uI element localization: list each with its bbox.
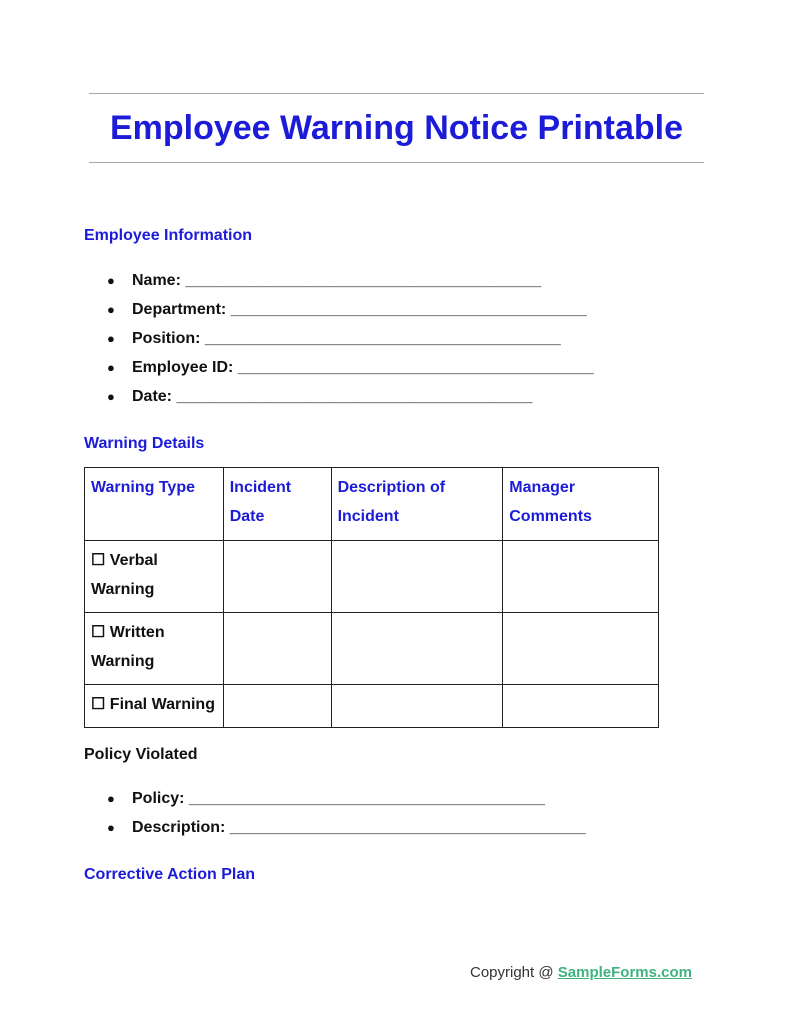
corrective-action-plan-heading: Corrective Action Plan <box>84 866 256 883</box>
warning-type-cell[interactable]: ☐ Written Warning <box>85 613 224 685</box>
fill-in-line[interactable]: ________________________________________ <box>237 359 594 376</box>
bullet-icon: ● <box>107 273 115 288</box>
incident-date-cell[interactable] <box>223 685 331 728</box>
fill-in-line[interactable]: ________________________________________ <box>185 272 542 289</box>
table-row <box>85 613 659 685</box>
field-label: Policy: <box>132 790 185 807</box>
employee-information-heading: Employee Information <box>84 227 253 244</box>
employee-id-field <box>84 358 594 387</box>
department-field <box>84 300 594 329</box>
warning-details-table <box>84 467 659 728</box>
warning-details-heading: Warning Details <box>84 435 205 452</box>
bullet-icon: ● <box>107 331 115 346</box>
policy-violated-heading: Policy Violated <box>84 746 198 763</box>
copyright-footer <box>470 963 692 983</box>
table-row <box>85 685 659 728</box>
field-label: Name: <box>132 272 181 289</box>
copyright-text: Copyright @ <box>470 964 558 981</box>
date-field <box>84 387 594 416</box>
fill-in-line[interactable]: ________________________________________ <box>188 790 545 807</box>
column-header-manager-comments: Manager Comments <box>503 468 659 541</box>
bullet-icon: ● <box>107 791 115 806</box>
bullet-icon: ● <box>107 820 115 835</box>
manager-comments-cell[interactable] <box>503 541 659 613</box>
name-field <box>84 271 594 300</box>
fill-in-line[interactable]: ________________________________________ <box>204 330 561 347</box>
bullet-icon: ● <box>107 302 115 317</box>
field-label: Employee ID: <box>132 359 234 376</box>
incident-date-cell[interactable] <box>223 541 331 613</box>
warning-type-cell[interactable]: ☐ Final Warning <box>85 685 224 728</box>
field-label: Department: <box>132 301 227 318</box>
field-label: Position: <box>132 330 201 347</box>
manager-comments-cell[interactable] <box>503 685 659 728</box>
document-title: Employee Warning Notice Printable <box>109 109 684 147</box>
warning-type-cell[interactable]: ☐ Verbal Warning <box>85 541 224 613</box>
title-top-rule <box>89 93 704 94</box>
policy-field <box>84 789 586 818</box>
table-row <box>85 541 659 613</box>
policy-violated-list <box>84 789 586 847</box>
description-cell[interactable] <box>331 613 503 685</box>
column-header-incident-date: Incident Date <box>223 468 331 541</box>
incident-date-cell[interactable] <box>223 613 331 685</box>
title-bottom-rule <box>89 162 704 163</box>
field-label: Description: <box>132 819 226 836</box>
bullet-icon: ● <box>107 389 115 404</box>
bullet-icon: ● <box>107 360 115 375</box>
position-field <box>84 329 594 358</box>
description-cell[interactable] <box>331 685 503 728</box>
manager-comments-cell[interactable] <box>503 613 659 685</box>
fill-in-line[interactable]: ________________________________________ <box>229 819 586 836</box>
fill-in-line[interactable]: ________________________________________ <box>230 301 587 318</box>
table-header-row <box>85 468 659 541</box>
column-header-description: Description of Incident <box>331 468 503 541</box>
column-header-warning-type: Warning Type <box>85 468 224 541</box>
employee-information-list <box>84 271 594 416</box>
fill-in-line[interactable]: ________________________________________ <box>176 388 533 405</box>
description-field <box>84 818 586 847</box>
description-cell[interactable] <box>331 541 503 613</box>
field-label: Date: <box>132 388 173 405</box>
brand-link[interactable]: SampleForms.com <box>557 964 692 981</box>
